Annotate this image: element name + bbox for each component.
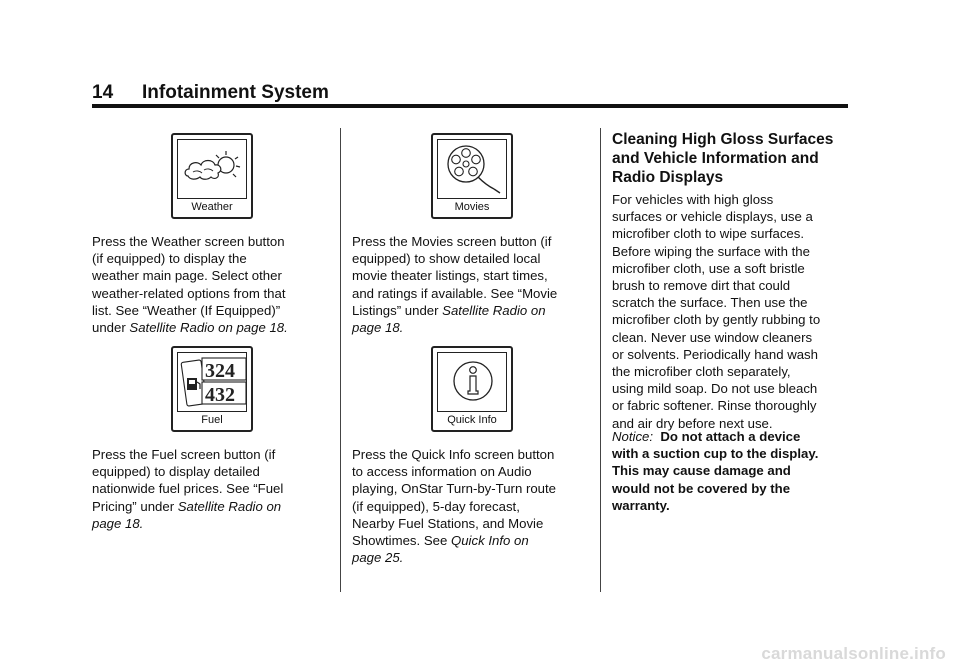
page-title: Infotainment System [142,82,329,103]
movies-button-label: Movies [454,201,490,213]
quickinfo-crossref-link: Quick Info on [450,533,529,549]
section-heading-cleaning: Cleaning High Gloss Surfaces and Vehicle Information and Radio Displays [612,131,834,186]
watermark-url: carmanualsonline.info [761,644,946,663]
cleaning-body: For vehicles with high gloss surfaces or vehicle displays, use a microfiber cloth to wipe surfaces. Before wiping the surface with the microfiber cloth, use a soft bristle brush to remove dirt that could scratch the surface. Then use the microfiber cloth by gently rubbing to clean. Never use window cleaners or solvents. Periodically hand wash the microfiber cloth separately, using mild soap. Do not use bleach or fabric softener. Rinse thoroughly and air dry before next use. [612,192,821,431]
notice-label: Notice: [612,429,654,444]
movies-crossref-link: Satellite Radio on [442,302,546,318]
page-header [92,82,848,106]
movies-description: Press the Movies screen button (if equipped) to show detailed local movie theater listings, start times, and ratings if available. See “Movie Listings” under Satellite Radio on page 18. [352,234,558,336]
weather-description: Press the Weather screen button (if equipped) to display the weather main page. Select other weather-related options from that list. See “Weather (If Equipped)” under Satellite Radio on page 18. [92,234,288,336]
quickinfo-button-illustration [431,346,513,432]
fuel-description: Press the Fuel screen button (if equipped) to display detailed nationwide fuel prices. See “Fuel Pricing” under Satellite Radio on page 18. [92,447,284,531]
fuel-price-top: 324 [205,360,235,382]
fuel-button-label: Fuel [201,414,223,426]
weather-button-label: Weather [191,201,233,213]
notice-block: Notice: Do not attach a device with a suction cup to the display. This may cause damage and would not be covered by the warranty. [612,429,819,513]
column-divider-1 [340,128,341,592]
fuel-icon [178,353,247,412]
quickinfo-description: Press the Quick Info screen button to access information on Audio playing, OnStar Turn-by-Turn route (if equipped), 5-day forecast, Nearby Fuel Stations, and Movie Showtimes. See Quick Info on page 25. [352,447,557,566]
weather-icon [178,140,247,199]
info-icon [438,353,507,412]
column-divider-2 [600,128,601,592]
fuel-crossref-link: Satellite Radio on [177,498,282,514]
quickinfo-button-label: Quick Info [447,414,497,426]
fuel-button-illustration [171,346,253,432]
fuel-price-bottom: 432 [205,384,235,406]
weather-button-illustration [171,133,253,219]
movies-button-illustration [431,133,513,219]
header-rule [92,104,848,108]
page-number: 14 [92,82,114,103]
film-reel-icon [438,140,507,199]
weather-crossref-link: Satellite Radio on page 18 [129,320,285,336]
